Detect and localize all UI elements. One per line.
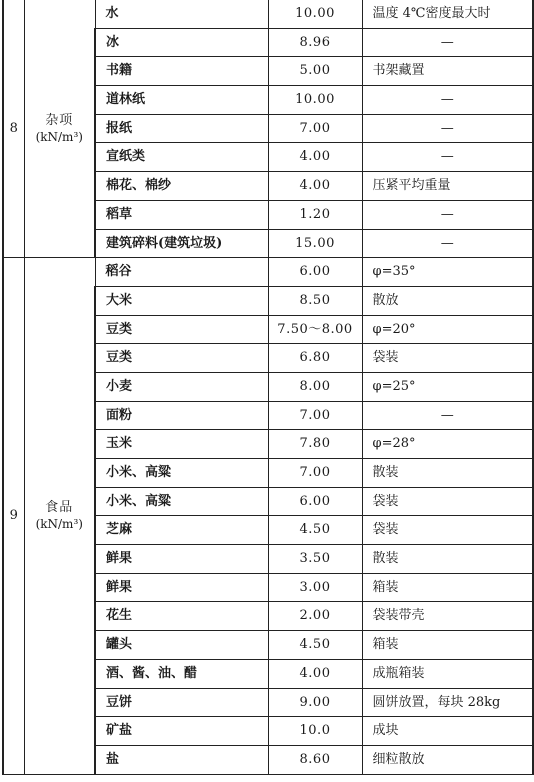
unit-weight-value: 7.00 [268,114,362,143]
remark: 袋装 [362,487,533,516]
remark: 袋装带壳 [362,602,533,631]
group-number: 8 [3,0,24,258]
unit-weight-value: 7.00 [268,459,362,488]
material-name: 花生 [95,602,268,631]
group-category-cell [24,258,95,774]
remark: 散装 [362,459,533,488]
remark: — [362,86,533,115]
table-row [3,258,533,287]
remark: — [362,114,533,143]
material-name: 罐头 [95,631,268,660]
group-category-name: 食品 [45,499,74,515]
material-name: 冰 [95,28,268,57]
unit-weight-value: 4.50 [268,631,362,660]
unit-weight-value: 15.00 [268,229,362,258]
remark: — [362,143,533,172]
material-name: 矿盐 [95,717,268,746]
material-name: 宣纸类 [95,143,268,172]
remark: 散放 [362,286,533,315]
remark: φ=25° [362,372,533,401]
material-name: 小麦 [95,372,268,401]
group-category-cell [24,0,95,258]
remark: 箱装 [362,573,533,602]
group-number: 9 [3,258,24,774]
material-name: 稻谷 [95,258,268,287]
unit-weight-value: 10.00 [268,0,362,28]
material-name: 棉花、棉纱 [95,172,268,201]
material-name: 小米、高粱 [95,459,268,488]
group-category-name: 杂项 [45,112,74,128]
remark: — [362,229,533,258]
unit-weight-value: 7.00 [268,401,362,430]
remark: φ=20° [362,315,533,344]
remark: 书架藏置 [362,57,533,86]
unit-weight-value: 6.00 [268,258,362,287]
material-name: 道林纸 [95,86,268,115]
material-name: 豆饼 [95,688,268,717]
unit-weight-value: 2.00 [268,602,362,631]
material-name: 稻草 [95,200,268,229]
remark: 袋装 [362,344,533,373]
material-name: 鲜果 [95,573,268,602]
unit-weight-value: 8.60 [268,745,362,774]
unit-weight-value: 6.80 [268,344,362,373]
remark: 细粒散放 [362,745,533,774]
unit-weight-value: 7.50～8.00 [268,315,362,344]
table-body [3,0,533,774]
unit-weight-value: 3.00 [268,573,362,602]
material-name: 玉米 [95,430,268,459]
unit-weight-value: 4.00 [268,172,362,201]
remark: 温度 4℃密度最大时 [362,0,533,28]
unit-weight-value: 3.50 [268,545,362,574]
unit-weight-value: 9.00 [268,688,362,717]
group-category-unit: (kN/m³) [35,517,83,532]
remark: 成块 [362,717,533,746]
unit-weight-value: 10.00 [268,86,362,115]
remark: — [362,401,533,430]
material-name: 书籍 [95,57,268,86]
material-weight-table [2,0,534,775]
material-name: 鲜果 [95,545,268,574]
remark: φ=35° [362,258,533,287]
unit-weight-value: 1.20 [268,200,362,229]
material-name: 豆类 [95,315,268,344]
unit-weight-value: 5.00 [268,57,362,86]
remark: 散装 [362,545,533,574]
unit-weight-value: 6.00 [268,487,362,516]
material-name: 面粉 [95,401,268,430]
material-name: 豆类 [95,344,268,373]
unit-weight-value: 8.96 [268,28,362,57]
unit-weight-value: 7.80 [268,430,362,459]
unit-weight-value: 4.50 [268,516,362,545]
table-row [3,0,533,28]
unit-weight-value: 4.00 [268,659,362,688]
remark: — [362,200,533,229]
material-name: 大米 [95,286,268,315]
material-name: 报纸 [95,114,268,143]
unit-weight-value: 4.00 [268,143,362,172]
material-name: 酒、酱、油、醋 [95,659,268,688]
unit-weight-value: 10.0 [268,717,362,746]
remark: 压紧平均重量 [362,172,533,201]
material-name: 盐 [95,745,268,774]
remark: φ=28° [362,430,533,459]
remark: 成瓶箱装 [362,659,533,688]
unit-weight-value: 8.50 [268,286,362,315]
material-name: 芝麻 [95,516,268,545]
group-category-unit: (kN/m³) [35,130,83,145]
unit-weight-value: 8.00 [268,372,362,401]
remark: 圆饼放置，每块 28kg [362,688,533,717]
remark: 袋装 [362,516,533,545]
material-name: 建筑碎料(建筑垃圾) [95,229,268,258]
remark: — [362,28,533,57]
material-name: 水 [95,0,268,28]
material-name: 小米、高粱 [95,487,268,516]
remark: 箱装 [362,631,533,660]
